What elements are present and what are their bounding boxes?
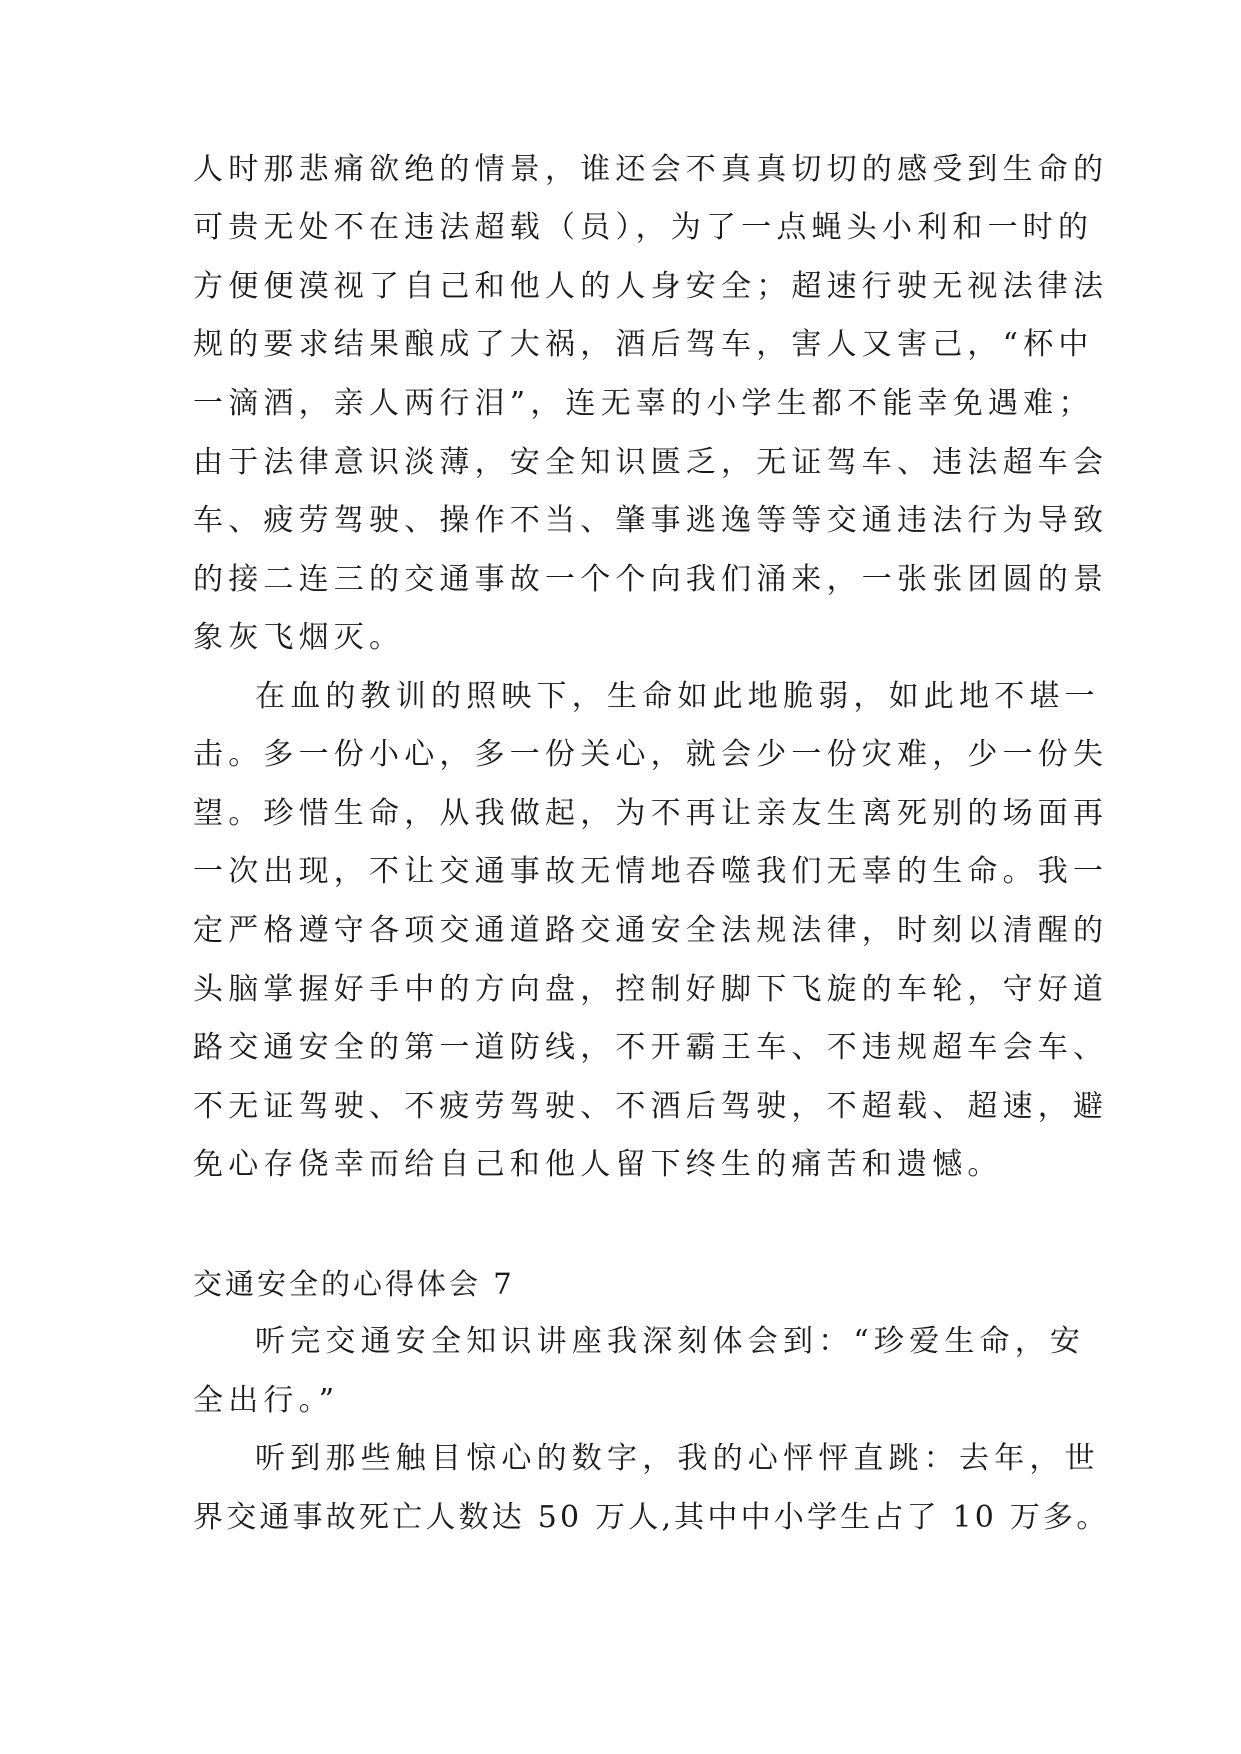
- text-line: 规的要求结果酿成了大祸，酒后驾车，害人又害己，“杯中: [193, 327, 1094, 362]
- text-line: 免心存侥幸而给自己和他人留下终生的痛苦和遗憾。: [193, 1147, 1003, 1182]
- text-line: 定严格遵守各项交通道路交通安全法规法律，时刻以清醒的: [193, 913, 1109, 948]
- text-line: 界交通事故死亡人数达 50 万人,其中中小学生占了 10 万多。: [193, 1500, 1110, 1535]
- text-line: 路交通安全的第一道防线，不开霸王车、不违规超车会车、: [193, 1030, 1109, 1065]
- text-line: 由于法律意识淡薄，安全知识匮乏，无证驾车、违法超车会: [193, 445, 1109, 480]
- text-line: 方便便漠视了自己和他人的人身安全；超速行驶无视法律法: [193, 269, 1109, 304]
- text-line: 在血的教训的照映下，生命如此地脆弱，如此地不堪一: [255, 679, 1100, 714]
- text-line: 头脑掌握好手中的方向盘，控制好脚下飞旋的车轮，守好道: [193, 972, 1109, 1007]
- text-line: 可贵无处不在违法超载（员），为了一点蝇头小利和一时的: [193, 210, 1094, 245]
- text-line: 的接二连三的交通事故一个个向我们涌来，一张张团圆的景: [193, 562, 1109, 597]
- text-line: 听到那些触目惊心的数字，我的心怦怦直跳：去年，世: [255, 1441, 1100, 1476]
- text-line: 全出行。”: [193, 1383, 340, 1418]
- text-line: 一次出现，不让交通事故无情地吞噬我们无辜的生命。我一: [193, 854, 1109, 889]
- text-line: 象灰飞烟灭。: [193, 620, 405, 655]
- text-line: 望。珍惜生命，从我做起，为不再让亲友生离死别的场面再: [193, 796, 1109, 831]
- text-line: 一滴酒，亲人两行泪”，连无辜的小学生都不能幸免遇难；: [193, 386, 1094, 421]
- text-line: 人时那悲痛欲绝的情景，谁还会不真真切切的感受到生命的: [193, 152, 1109, 187]
- text-line: 车、疲劳驾驶、操作不当、肇事逃逸等等交通违法行为导致: [193, 503, 1109, 538]
- text-line: 不无证驾驶、不疲劳驾驶、不酒后驾驶，不超载、超速，避: [193, 1089, 1109, 1124]
- section-heading: 交通安全的心得体会 7: [193, 1267, 515, 1301]
- text-line: 听完交通安全知识讲座我深刻体会到：“珍爱生命，安: [255, 1324, 1086, 1359]
- text-line: 击。多一份小心，多一份关心，就会少一份灾难，少一份失: [193, 737, 1109, 772]
